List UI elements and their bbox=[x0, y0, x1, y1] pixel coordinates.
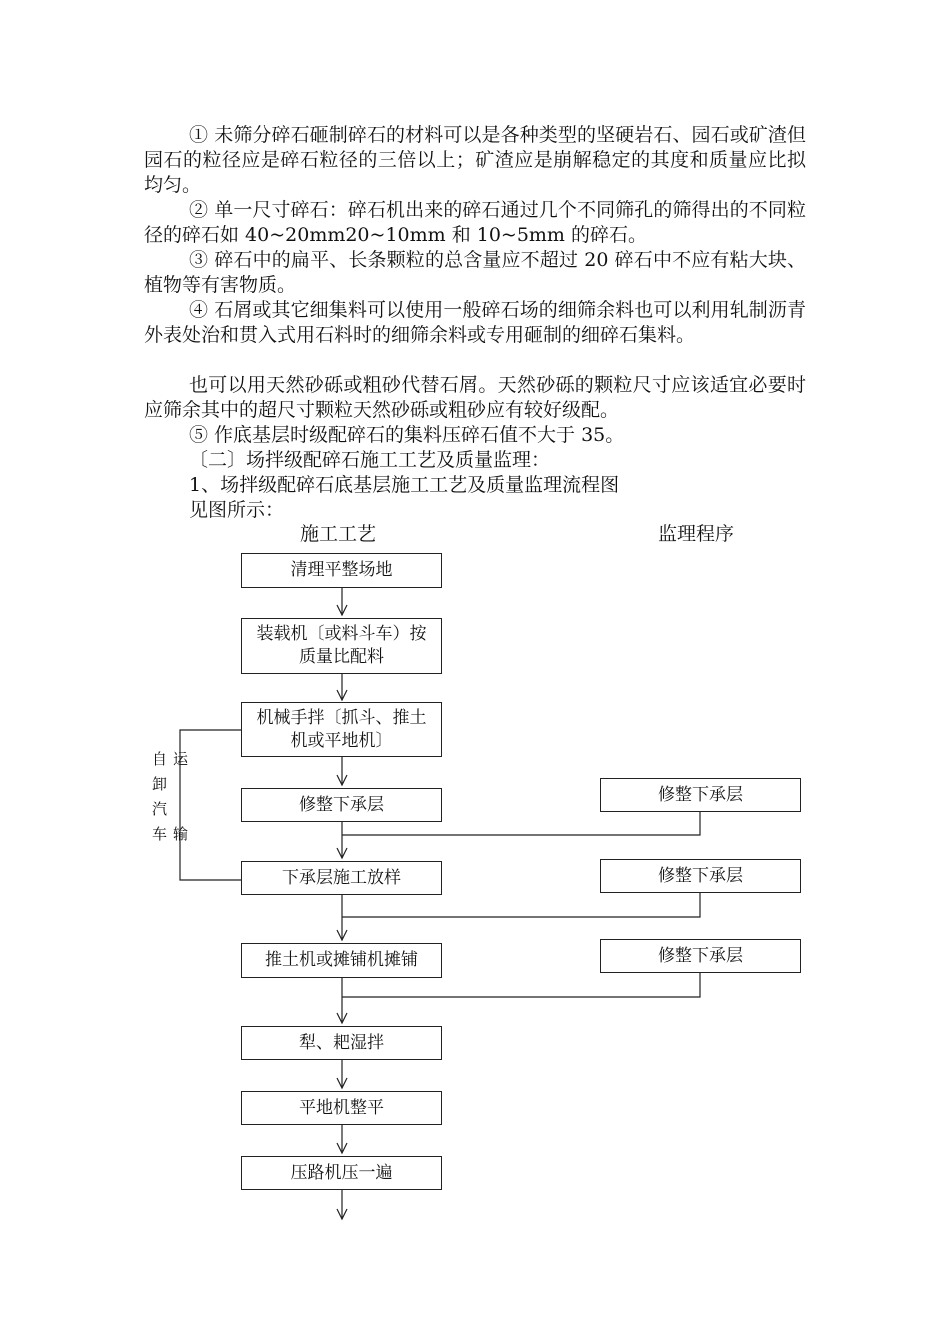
step-clear-site bbox=[241, 553, 442, 588]
step-clear-site-label: 清理平整场地 bbox=[290, 560, 393, 580]
supervision-step-3 bbox=[600, 939, 801, 973]
step-mechanical-mixing bbox=[241, 702, 442, 757]
see-figure-text: 见图所示： bbox=[189, 499, 285, 521]
step-mechanical-mixing-label: 机械手拌〔抓斗、推土机或平地机〕 bbox=[256, 707, 427, 751]
step-spreading-label: 推土机或摊铺机摊铺 bbox=[265, 950, 418, 970]
subheading: 1、场拌级配碎石底基层施工工艺及质量监理流程图 bbox=[189, 474, 620, 496]
supervision-step-3-label: 修整下承层 bbox=[658, 945, 743, 966]
step-loader-batching bbox=[241, 618, 442, 674]
step-trim-sublayer-label: 修整下承层 bbox=[299, 794, 384, 815]
paragraph-5: 也可以用天然砂砾或粗砂代替石屑。天然砂砾的颗粒尺寸应该适宜必要时应筛余其中的超尺寸颗粒天然砂砾或粗砂应有较好级配。 bbox=[144, 374, 806, 421]
side-label-char: 汽 bbox=[152, 800, 168, 818]
step-grading bbox=[241, 1091, 442, 1125]
supervision-step-2 bbox=[600, 859, 801, 893]
side-label-char: 自 bbox=[152, 750, 168, 768]
supervision-step-1 bbox=[600, 778, 801, 812]
paragraph-1: ① 未筛分碎石砸制碎石的材料可以是各种类型的坚硬岩石、园石或矿渣但园石的粒径应是碎石粒径的三倍以上；矿渣应是崩解稳定的其度和质量应比拟均匀。 bbox=[144, 124, 806, 196]
side-label-char: 运 bbox=[173, 750, 189, 768]
step-wet-mixing bbox=[241, 1026, 442, 1060]
step-grading-label: 平地机整平 bbox=[299, 1097, 384, 1118]
paragraph-2: ② 单一尺寸碎石：碎石机出来的碎石通过几个不同筛孔的筛得出的不同粒径的碎石如 40~20mm20~10mm 和 10~5mm 的碎石。 bbox=[144, 199, 806, 246]
supervision-step-2-label: 修整下承层 bbox=[658, 865, 743, 886]
process-column-header: 施工工艺 bbox=[300, 523, 377, 545]
paragraph-3: ③ 碎石中的扁平、长条颗粒的总含量应不超过 20 碎石中不应有粘大块、植物等有害物质。 bbox=[144, 249, 806, 296]
step-spreading bbox=[241, 943, 442, 978]
step-rolling bbox=[241, 1156, 442, 1190]
side-label-char: 输 bbox=[173, 825, 189, 843]
step-layout-sublayer bbox=[241, 861, 442, 895]
supervision-step-1-label: 修整下承层 bbox=[658, 784, 743, 805]
section-heading: 〔二〕场拌级配碎石施工工艺及质量监理： bbox=[189, 449, 551, 471]
paragraph-6: ⑤ 作底基层时级配碎石的集料压碎石值不大于 35。 bbox=[189, 424, 625, 446]
side-label-char: 卸 bbox=[152, 775, 168, 793]
paragraph-4: ④ 石屑或其它细集料可以使用一般碎石场的细筛余料也可以利用轧制沥青外表处治和贯入式用石料时的细筛余料或专用砸制的细碎石集料。 bbox=[144, 299, 806, 346]
step-rolling-label: 压路机压一遍 bbox=[290, 1162, 393, 1183]
step-trim-sublayer bbox=[241, 788, 442, 822]
supervision-column-header: 监理程序 bbox=[658, 523, 735, 545]
side-label-char: 车 bbox=[152, 825, 168, 843]
step-loader-batching-label: 装载机〔或料斗车）按质量比配料 bbox=[256, 624, 427, 667]
step-layout-sublayer-label: 下承层施工放样 bbox=[282, 867, 401, 888]
step-wet-mixing-label: 犁、耙湿拌 bbox=[299, 1032, 384, 1053]
